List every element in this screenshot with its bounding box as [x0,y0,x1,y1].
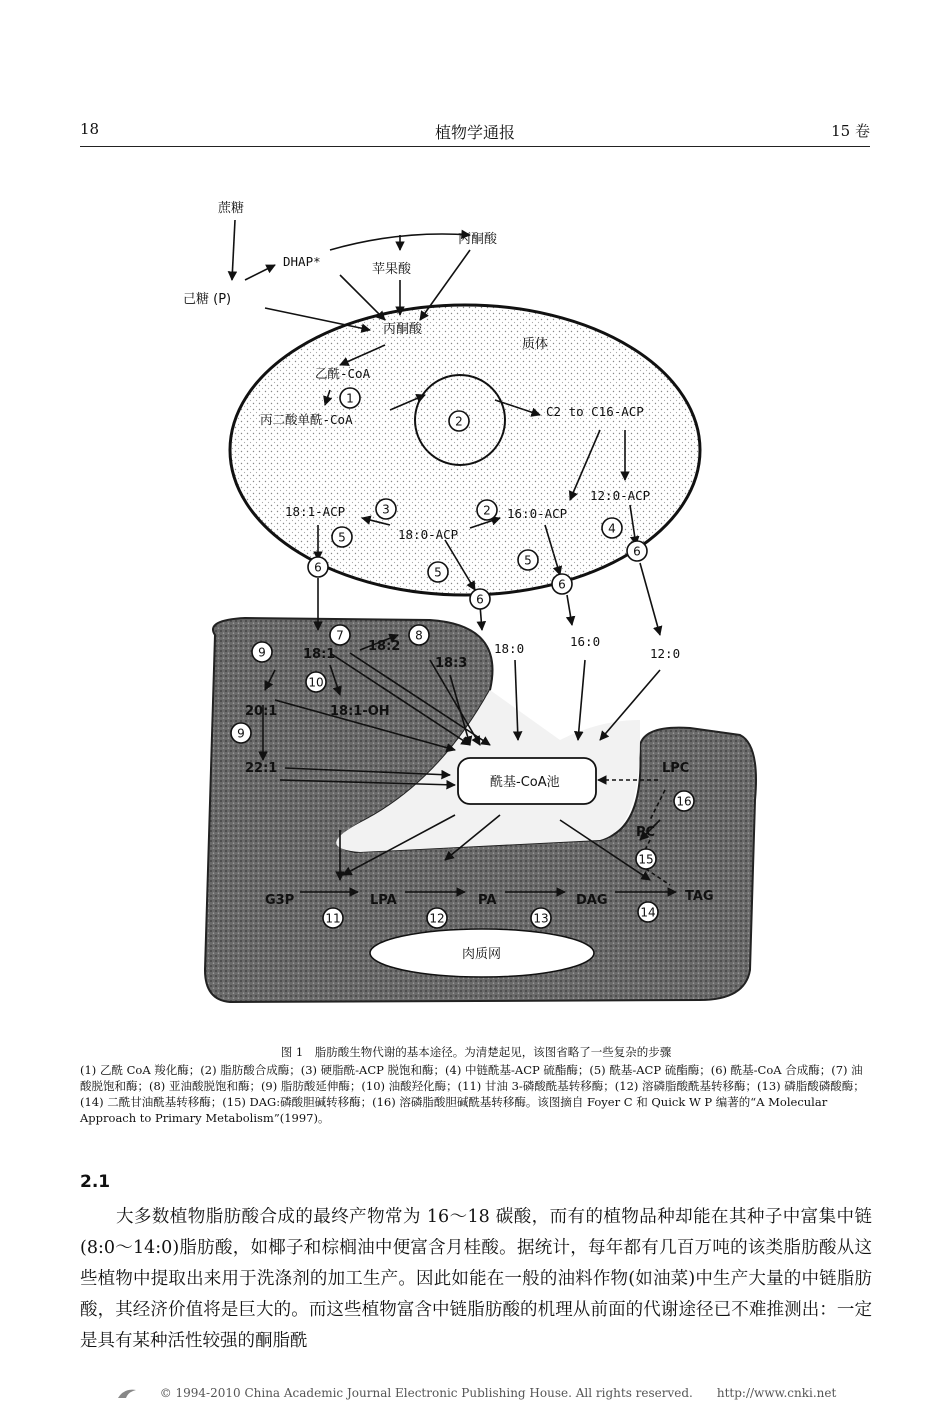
caption-text: (1) 乙酰 CoA 羧化酶；(2) 脂肪酸合成酶；(3) 硬脂酰-ACP 脱饱和酶；(4) 中链酰基-ACP 硫酯酶；(5) 酰基-ACP 硫酯酶；(6) 酰基-CoA 合成酶；(7) 油酸脱饱和酶；(8) 亚油酸脱饱和酶；(9) 脂肪酸延伸酶；(10) 油酸羟化酶；(11) 甘油 3-磷酸酰基转移酶；(12) 溶磷脂酸酰基转移酶；(13) 磷脂酸磷酸酶；(14) 二酰甘油酰基转移酶；(15) DAG:磷酸胆碱转移酶；(16) 溶磷脂酸胆碱酰基转移酶。该图摘自 Foyer C 和 Quick W P 编著的“A Molecular Approach to Primary Metabolism”(1997)。 [80,1063,865,1125]
label-pyruvate-top: 丙酮酸 [458,232,498,247]
label-dag: DAG [576,893,608,908]
label-c2-c16-acp: C2 to C16-ACP [546,404,644,419]
footer-copyright: © 1994-2010 China Academic Journal Electronic Publishing House. All rights reserved. http://www.cnki.net [159,1386,837,1400]
label-tag: TAG [685,889,714,904]
enzyme-number: 4 [608,521,616,536]
label-plastid: 质体 [522,337,549,352]
enzyme-number: 10 [308,675,324,690]
label-pa: PA [478,893,497,908]
enzyme-number: 3 [382,502,390,517]
journal-title: 植物学通报 [434,123,515,142]
label-pc: PC [636,825,656,840]
cnki-logo-icon [114,1386,142,1402]
enzyme-number: 7 [336,628,344,643]
enzyme-number: 6 [633,544,641,559]
label-18-1: 18:1 [303,647,336,662]
label-18-0: 18:0 [494,641,525,656]
enzyme-number: 6 [558,577,566,592]
page-number: 18 [80,120,100,138]
label-18-3: 18:3 [435,656,468,671]
label-malate: 苹果酸 [372,262,412,277]
label-12-0-acp: 12:0-ACP [590,488,651,503]
body-paragraph: 大多数植物脂肪酸合成的最终产物常为 16～18 碳酸，而有的植物品种却能在其种子中富集中链(8:0～14:0)脂肪酸，如椰子和棕榈油中便富含月桂酸。据统计，每年都有几百万吨的该类脂肪酸从这些植物中提取出来用于洗涤剂的加工生产。因此如能在一般的油料作物(如油菜)中生产大量的中链脂肪酸，其经济价值将是巨大的。而这些植物富含中链脂肪酸的机理从前面的代谢途径已不难推测出：一定是具有某种活性较强的酮脂酰 [80,1207,872,1351]
label-12-0: 12:0 [650,646,681,661]
enzyme-number: 1 [346,391,354,406]
enzyme-number: 8 [415,628,423,643]
enzyme-number: 6 [314,560,322,575]
label-sucrose: 蔗糖 [218,201,245,216]
label-lpc: LPC [662,761,690,776]
label-acetyl-coa: 乙酰-CoA [315,366,371,381]
enzyme-number: 5 [434,565,442,580]
label-16-0-acp: 16:0-ACP [507,506,568,521]
label-er: 肉质网 [462,947,502,962]
label-g3p: G3P [265,893,295,908]
enzyme-number: 6 [476,592,484,607]
label-16-0: 16:0 [570,634,601,649]
label-18-1-oh: 18:1-OH [330,704,390,719]
label-18-1-acp: 18:1-ACP [285,504,346,519]
enzyme-number: 5 [524,553,532,568]
section-heading: 2.1 [80,1172,111,1192]
label-pyruvate: 丙酮酸 [383,322,423,337]
enzyme-number: 9 [258,645,266,660]
page-footer [0,1384,950,1402]
label-acyl-coa-pool: 酰基-CoA池 [490,775,560,790]
enzyme-number: 14 [640,905,656,920]
enzyme-number: 15 [638,852,654,867]
enzyme-number: 2 [483,503,491,518]
label-hexose: 己糖 (P) [183,292,232,307]
metabolism-figure [0,180,950,1020]
label-dhap: DHAP* [283,254,321,269]
enzyme-number: 12 [429,911,445,926]
label-malonyl-coa: 丙二酸单酰-CoA [260,412,353,427]
volume-label: 15 卷 [831,122,870,140]
enzyme-number: 11 [325,911,341,926]
enzyme-number: 5 [338,530,346,545]
caption-title: 图 1 脂肪酸生物代谢的基本途径。为清楚起见，该图省略了一些复杂的步骤 [280,1045,672,1059]
figure-caption [80,1044,872,1126]
label-20-1: 20:1 [245,704,278,719]
enzyme-number: 2 [455,414,463,429]
enzyme-number: 9 [237,726,245,741]
enzyme-number: 13 [533,911,549,926]
label-22-1: 22:1 [245,761,278,776]
enzyme-number: 16 [676,794,692,809]
label-18-0-acp: 18:0-ACP [398,527,459,542]
label-lpa: LPA [370,893,397,908]
header-rule [80,146,870,147]
label-18-2: 18:2 [368,639,401,654]
